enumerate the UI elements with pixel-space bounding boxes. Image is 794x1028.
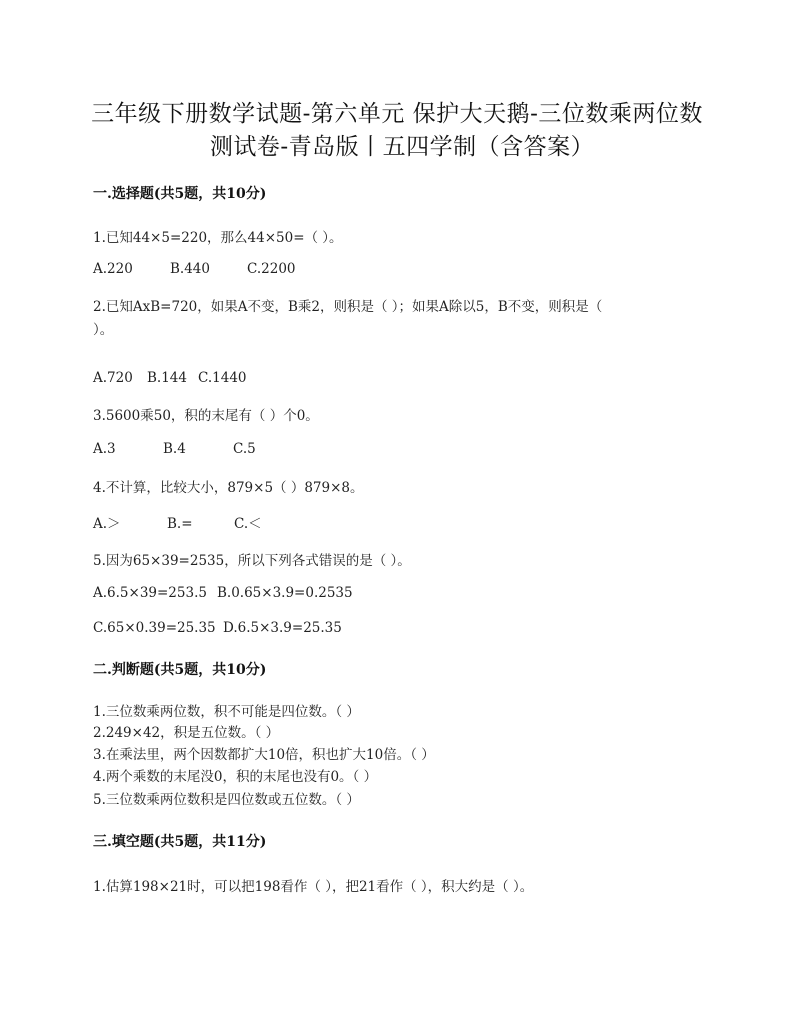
- fill-q1-stem: 1.估算198×21时，可以把198看作（ ），把21看作（ ），积大约是（ ）。: [93, 879, 534, 895]
- choice-q2-stem-line2: ）。: [93, 322, 114, 338]
- option-b: B.144: [147, 370, 187, 386]
- option-c: C.2200: [247, 261, 296, 277]
- choice-q3-options: [93, 441, 256, 457]
- option-a: A.＞: [93, 516, 121, 532]
- option-a: A.6.5×39=253.5: [93, 585, 207, 601]
- option-d: D.6.5×3.9=25.35: [223, 620, 342, 636]
- exam-title-line2: 测试卷-青岛版丨五四学制（含答案）: [209, 134, 595, 160]
- option-c: C.5: [233, 441, 256, 457]
- choice-q1-options: [93, 261, 296, 277]
- section-heading-judge: 二.判断题(共5题，共10分): [93, 662, 267, 678]
- choice-q3-stem: 3.5600乘50，积的末尾有（ ）个0。: [93, 408, 319, 424]
- option-b: B.4: [163, 441, 186, 457]
- option-c: C.＜: [234, 516, 262, 532]
- section-heading-fill: 三.填空题(共5题，共11分): [93, 834, 267, 850]
- choice-q1-stem: 1.已知44×5=220，那么44×50=（ ）。: [93, 230, 343, 246]
- judge-item: 1.三位数乘两位数，积不可能是四位数。（ ）: [93, 704, 360, 720]
- judge-item: 2.249×42，积是五位数。（ ）: [93, 725, 280, 741]
- choice-q5-options-row2: [93, 620, 342, 636]
- option-c: C.65×0.39=25.35: [93, 620, 216, 636]
- option-b: B.0.65×3.9=0.2535: [217, 585, 353, 601]
- choice-q2-stem-line1: 2.已知AxB=720，如果A不变，B乘2，则积是（ ）；如果A除以5，B不变，则积是（: [93, 299, 603, 315]
- option-b: B.440: [170, 261, 210, 277]
- option-a: A.220: [93, 261, 133, 277]
- judge-item: 3.在乘法里，两个因数都扩大10倍，积也扩大10倍。（ ）: [93, 747, 435, 763]
- exam-title-line1: 三年级下册数学试题-第六单元 保护大天鹅-三位数乘两位数: [91, 101, 703, 127]
- judge-item: 5.三位数乘两位数积是四位数或五位数。（ ）: [93, 792, 360, 808]
- option-a: A.3: [93, 441, 116, 457]
- choice-q4-stem: 4.不计算，比较大小，879×5（ ）879×8。: [93, 480, 364, 496]
- section-heading-choice: 一.选择题(共5题，共10分): [93, 186, 267, 202]
- option-a: A.720: [93, 370, 133, 386]
- judge-item: 4.两个乘数的末尾没0，积的末尾也没有0。（ ）: [93, 769, 378, 785]
- choice-q4-options: [93, 512, 262, 532]
- option-b: B.=: [167, 516, 193, 532]
- option-c: C.1440: [198, 370, 247, 386]
- choice-q5-options-row1: [93, 585, 353, 601]
- choice-q2-options: [93, 370, 247, 386]
- choice-q5-stem: 5.因为65×39=2535，所以下列各式错误的是（ ）。: [93, 553, 411, 569]
